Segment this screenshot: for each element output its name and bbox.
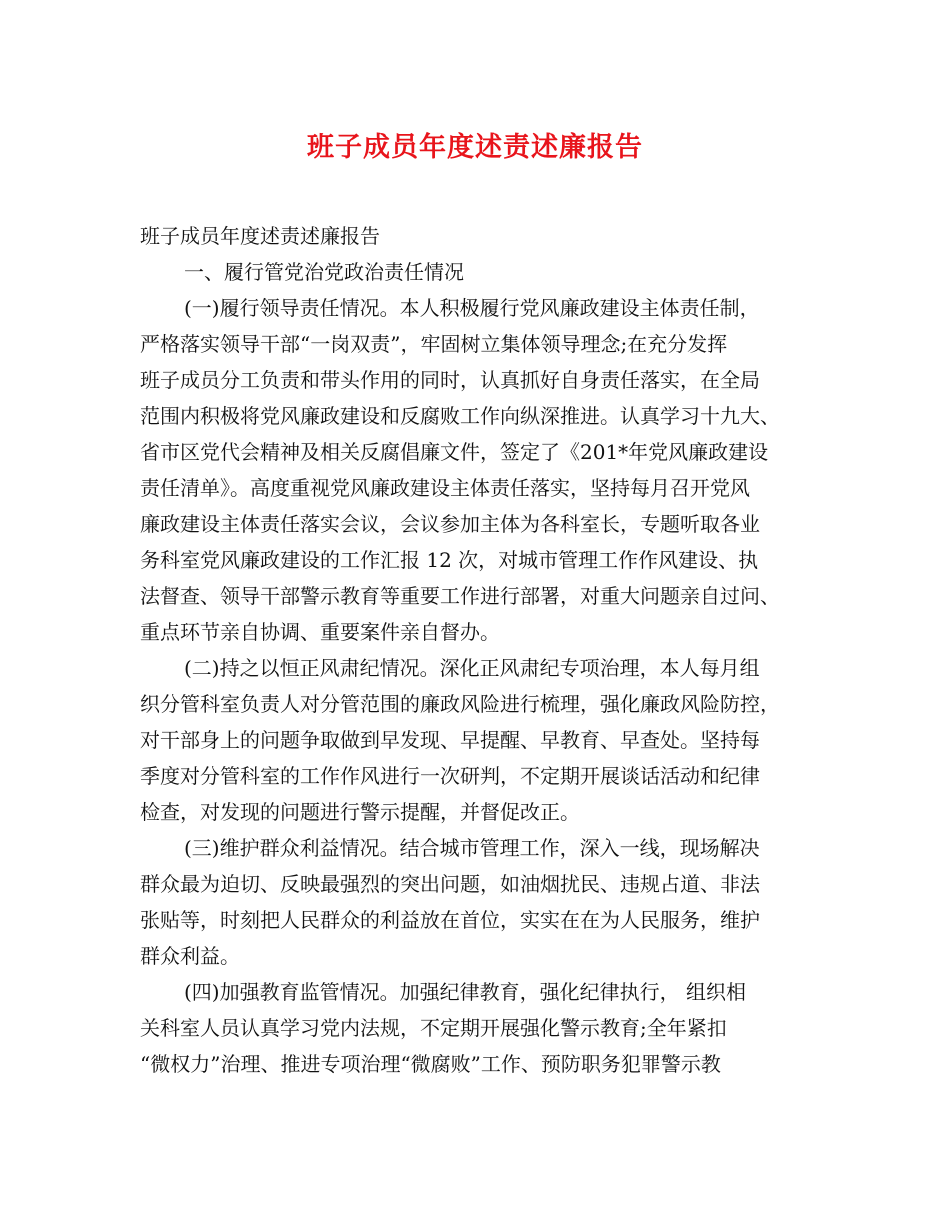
- body-line: 关科室人员认真学习党内法规，不定期开展强化警示教育;全年紧扣: [140, 1016, 727, 1040]
- body-line: 班子成员年度述责述廉报告: [140, 224, 380, 248]
- body-line: 务科室党风廉政建设的工作汇报 12 次，对城市管理工作作风建设、执: [140, 548, 759, 572]
- body-line: 省市区党代会精神及相关反腐倡廉文件，签定了《201*年党风廉政建设: [140, 440, 769, 464]
- document-body: [140, 218, 830, 1082]
- body-line: 群众利益。: [140, 944, 240, 968]
- paragraph-start: (一)履行领导责任情况。本人积极履行党风廉政建设主体责任制，: [184, 296, 760, 320]
- body-line: 严格落实领导干部“一岗双责”，牢固树立集体领导理念;在充分发挥: [140, 332, 728, 356]
- body-line: 张贴等，时刻把人民群众的利益放在首位，实实在在为人民服务，维护: [140, 908, 760, 932]
- body-line: 班子成员分工负责和带头作用的同时，认真抓好自身责任落实，在全局: [140, 368, 760, 392]
- body-line: 范围内积极将党风廉政建设和反腐败工作向纵深推进。认真学习十九大、: [140, 404, 780, 428]
- body-line: 法督查、领导干部警示教育等重要工作进行部署，对重大问题亲自过问、: [140, 584, 780, 608]
- body-line: 廉政建设主体责任落实会议，会议参加主体为各科室长，专题听取各业: [140, 512, 760, 536]
- body-line: 重点环节亲自协调、重要案件亲自督办。: [140, 620, 500, 644]
- paragraph-start: (二)持之以恒正风肃纪情况。深化正风肃纪专项治理，本人每月组: [184, 656, 760, 680]
- body-line: 对干部身上的问题争取做到早发现、早提醒、早教育、早查处。坚持每: [140, 728, 760, 752]
- body-line: 责任清单》。高度重视党风廉政建设主体责任落实，坚持每月召开党风: [140, 476, 750, 500]
- body-line: 织分管科室负责人对分管范围的廉政风险进行梳理，强化廉政风险防控，: [140, 692, 780, 716]
- paragraph-start: (四)加强教育监管情况。加强纪律教育，强化纪律执行， 组织相: [184, 980, 746, 1004]
- body-line: 季度对分管科室的工作作风进行一次研判，不定期开展谈话活动和纪律: [140, 764, 760, 788]
- document-title: 班子成员年度述责述廉报告: [307, 132, 643, 163]
- paragraph-start: (三)维护群众利益情况。结合城市管理工作，深入一线，现场解决: [184, 836, 760, 860]
- body-line: “微权力”治理、推进专项治理“微腐败”工作、预防职务犯罪警示教: [140, 1052, 721, 1076]
- body-line: 检查，对发现的问题进行警示提醒，并督促改正。: [140, 800, 580, 824]
- body-line: 群众最为迫切、反映最强烈的突出问题，如油烟扰民、违规占道、非法: [140, 872, 760, 896]
- section-heading: 一、履行管党治党政治责任情况: [184, 260, 464, 284]
